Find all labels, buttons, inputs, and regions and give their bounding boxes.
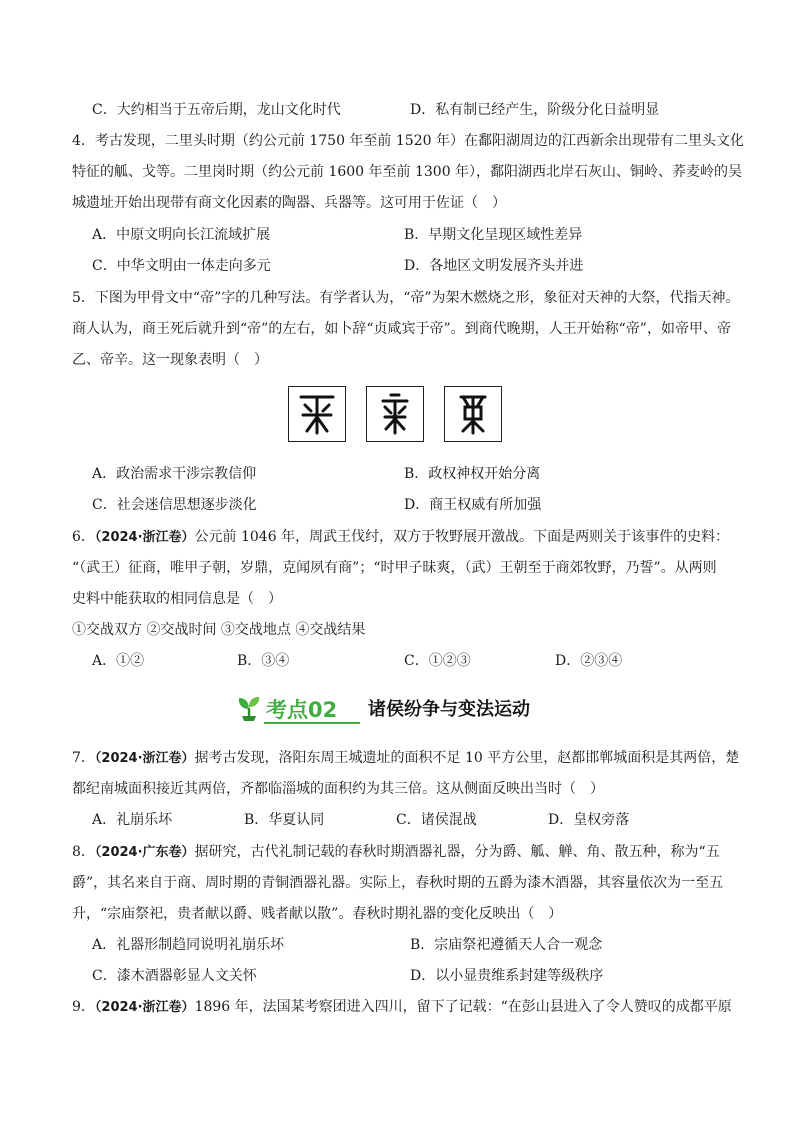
oracle-bone-di-glyph-icon xyxy=(445,387,501,441)
q8-source: （2024·广东卷） xyxy=(94,845,195,860)
q6-source: （2024·浙江卷） xyxy=(94,530,195,545)
q5-stem-line2: 商人认为，商王死后就升到“帝”的左右，如卜辞“贞咸宾于帝”。到商代晚期，人王开始称“帝”，如帝甲、帝 xyxy=(72,321,731,337)
oracle-glyph-3 xyxy=(444,386,502,442)
q6-stem-line1 xyxy=(72,528,729,547)
q6-stem-line2: “（武王）征商，唯甲子朝，岁鼎，克闻夙有商”；“时甲子昧爽，（武）王朝至于商郊牧野，乃誓”。从两则 xyxy=(72,560,717,576)
leaf-sprout-icon xyxy=(236,696,262,722)
q6-stem-line3: 史料中能获取的相同信息是（ ） xyxy=(72,591,282,607)
q6-option-a: A．①② xyxy=(92,653,145,669)
q8-stem-line2: 爵”，其名来自于商、周时期的青铜酒器礼器。实际上，春秋时期的五爵为漆木酒器，其容量依次为一至五 xyxy=(72,875,724,891)
q3-option-c: C．大约相当于五帝后期，龙山文化时代 xyxy=(92,102,341,118)
q9-source: （2024·浙江卷） xyxy=(94,1000,195,1015)
q8-option-d: D．以小显贵维系封建等级秩序 xyxy=(410,968,604,984)
q6-option-b: B．③④ xyxy=(237,653,290,669)
q7-option-c: C．诸侯混战 xyxy=(396,812,477,828)
oracle-glyph-1 xyxy=(288,386,346,442)
q4-stem-line3: 城遗址开始出现带有商文化因素的陶器、兵器等。这可用于佐证（ ） xyxy=(72,195,506,211)
q7-option-d: D．皇权旁落 xyxy=(548,812,630,828)
q6-items: ①交战双方 ②交战时间 ③交战地点 ④交战结果 xyxy=(72,622,366,638)
q4-option-a: A．中原文明向长江流域扩展 xyxy=(92,227,271,243)
q9-number: 9． xyxy=(72,999,95,1015)
q4-stem-line1: 4．考古发现，二里头时期（约公元前 1750 年至前 1520 年）在鄱阳湖周边的江西新余出现带有二里头文化 xyxy=(72,133,744,149)
q8-option-b: B．宗庙祭祀遵循天人合一观念 xyxy=(410,937,603,953)
q4-stem-line2: 特征的觚、戈等。二里岗时期（约公元前 1600 年至前 1300 年），鄱阳湖西北岸石灰山、铜岭、荞麦岭的吴 xyxy=(72,164,743,180)
q8-number: 8． xyxy=(72,844,95,860)
q9-stem-line1 xyxy=(72,998,732,1017)
oracle-bone-di-glyph-icon xyxy=(289,387,345,441)
q8-option-c: C．漆木酒器彰显人文关怀 xyxy=(92,968,257,984)
q4-option-c: C．中华文明由一体走向多元 xyxy=(92,258,271,274)
section-number: 考点02 xyxy=(266,698,338,722)
q5-stem-line3: 乙、帝辛。这一现象表明（ ） xyxy=(72,352,268,368)
q6-option-c: C．①②③ xyxy=(404,653,471,669)
q6-stem-text: 公元前 1046 年，周武王伐纣，双方于牧野展开激战。下面是两则关于该事件的史料： xyxy=(194,529,730,545)
section-underline xyxy=(264,722,360,724)
q5-option-d: D．商王权威有所加强 xyxy=(404,497,542,513)
q5-option-c: C．社会迷信思想逐步淡化 xyxy=(92,497,257,513)
q7-source: （2024·浙江卷） xyxy=(94,751,195,766)
oracle-bone-di-glyph-icon xyxy=(367,387,423,441)
q8-stem-text: 据研究，古代礼制记载的春秋时期酒器礼器，分为爵、觚、觯、角、散五种，称为“五 xyxy=(194,844,720,860)
q8-stem-line3: 升，“宗庙祭祀，贵者献以爵、贱者献以散”。春秋时期礼器的变化反映出（ ） xyxy=(72,906,563,922)
section-title: 诸侯纷争与变法运动 xyxy=(368,699,530,720)
q5-option-a: A．政治需求干涉宗教信仰 xyxy=(92,466,257,482)
q6-option-d: D．②③④ xyxy=(555,653,623,669)
q7-stem-text: 据考古发现，洛阳东周王城遗址的面积不足 10 平方公里，赵都邯郸城面积是其两倍，楚 xyxy=(194,750,740,766)
q8-option-a: A．礼器形制趋同说明礼崩乐坏 xyxy=(92,937,285,953)
q7-number: 7． xyxy=(72,750,95,766)
q4-option-d: D．各地区文明发展齐头并进 xyxy=(404,258,584,274)
q6-number: 6． xyxy=(72,529,95,545)
q3-option-d: D．私有制已经产生，阶级分化日益明显 xyxy=(410,102,660,118)
q5-stem-line1: 5．下图为甲骨文中“帝”字的几种写法。有学者认为，“帝”为架木燃烧之形，象征对天神的大祭，代指天神。 xyxy=(72,290,740,306)
q7-stem-line2: 都纪南城面积接近其两倍，齐都临淄城的面积约为其三倍。这从侧面反映出当时（ ） xyxy=(72,781,604,797)
oracle-glyph-2 xyxy=(366,386,424,442)
q7-option-b: B．华夏认同 xyxy=(244,812,325,828)
q8-stem-line1 xyxy=(72,843,720,862)
q9-stem-text: 1896 年，法国某考察团进入四川，留下了记载：“在彭山县进入了令人赞叹的成都平原 xyxy=(194,999,732,1015)
q7-stem-line1 xyxy=(72,749,739,768)
q5-option-b: B．政权神权开始分离 xyxy=(404,466,541,482)
q4-option-b: B．早期文化呈现区域性差异 xyxy=(404,227,583,243)
q7-option-a: A．礼崩乐坏 xyxy=(92,812,173,828)
